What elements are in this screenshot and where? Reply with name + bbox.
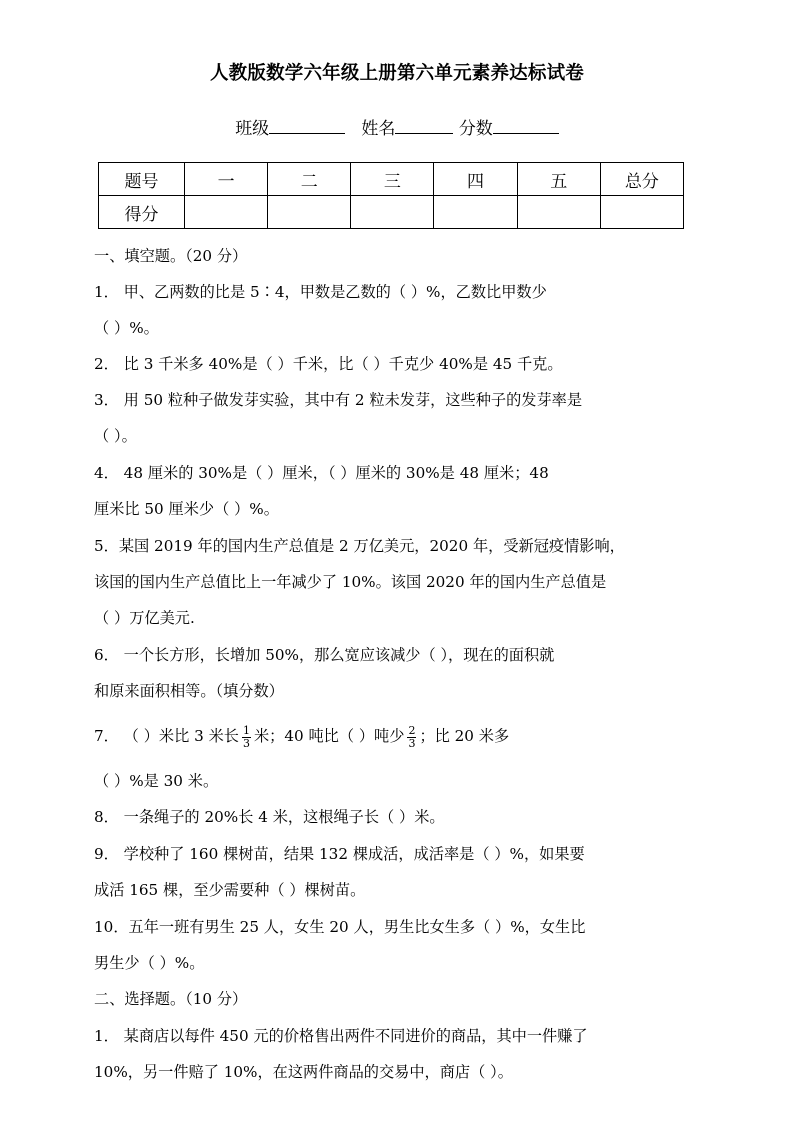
question-line: 男生少（ ）%。 <box>94 954 205 972</box>
score-cell[interactable] <box>268 196 351 229</box>
question-line: 8． 一条绳子的 20%长 4 米，这根绳子长（ ）米。 <box>94 808 445 826</box>
question-line: 1． 某商店以每件 450 元的价格售出两件不同进价的商品，其中一件赚了 <box>94 1027 588 1045</box>
score-table-header-row <box>99 163 684 196</box>
score-label: 分数 <box>458 119 493 139</box>
question-7-line <box>94 722 509 750</box>
q7-text-1: 7． （ ）米比 3 米长 <box>94 727 239 745</box>
header-cell-question: 题号 <box>99 163 185 196</box>
question-line: 3． 用 50 粒种子做发芽实验，其中有 2 粒未发芽，这些种子的发芽率是 <box>94 391 583 409</box>
score-blank[interactable] <box>493 117 559 134</box>
q7-text-3: ；比 20 米多 <box>419 727 510 745</box>
section-heading-fill-blank: 一、填空题。（20 分） <box>94 247 248 265</box>
question-line: 10．五年一班有男生 25 人，女生 20 人，男生比女生多（ ）%，女生比 <box>94 918 586 936</box>
header-cell-3: 三 <box>351 163 434 196</box>
name-label: 姓名 <box>361 119 396 139</box>
question-line: 9． 学校种了 160 棵树苗，结果 132 棵成活，成活率是（ ）%，如果要 <box>94 845 585 863</box>
question-line: （ ）万亿美元. <box>94 609 195 627</box>
question-line: 1． 甲、乙两数的比是 5∶4，甲数是乙数的（ ）%，乙数比甲数少 <box>94 283 547 301</box>
question-line: 5．某国 2019 年的国内生产总值是 2 万亿美元，2020 年，受新冠疫情影响， <box>94 537 625 555</box>
question-line: 成活 165 棵，至少需要种（ ）棵树苗。 <box>94 881 366 899</box>
section-heading-multiple-choice: 二、选择题。（10 分） <box>94 990 248 1008</box>
student-info-row <box>0 114 794 139</box>
question-line: （ ）。 <box>94 427 137 445</box>
class-blank[interactable] <box>269 117 345 134</box>
fraction-two-thirds: $\frac{2}{3}$ <box>408 723 416 750</box>
name-blank[interactable] <box>395 117 453 134</box>
question-line: （ ）%。 <box>94 319 159 337</box>
question-line: 10%，另一件赔了 10%，在这两件商品的交易中，商店（ ）。 <box>94 1063 513 1081</box>
question-line: 6． 一个长方形，长增加 50%，那么宽应该减少（ ），现在的面积就 <box>94 646 555 664</box>
score-cell[interactable] <box>517 196 600 229</box>
header-cell-2: 二 <box>268 163 351 196</box>
question-line: 2． 比 3 千米多 40%是（ ）千米，比（ ）千克少 40%是 45 千克。 <box>94 355 563 373</box>
score-cell[interactable] <box>600 196 683 229</box>
header-cell-4: 四 <box>434 163 517 196</box>
question-line: （ ）%是 30 米。 <box>94 772 219 790</box>
score-table <box>98 162 684 229</box>
class-label: 班级 <box>235 119 270 139</box>
score-cell[interactable] <box>434 196 517 229</box>
fraction-one-third: $\frac{1}{3}$ <box>242 723 250 750</box>
question-line: 和原来面积相等。（填分数） <box>94 682 284 700</box>
score-cell[interactable] <box>185 196 268 229</box>
page-title: 人教版数学六年级上册第六单元素养达标试卷 <box>209 63 584 84</box>
question-line: 该国的国内生产总值比上一年减少了 10%。该国 2020 年的国内生产总值是 <box>94 573 607 591</box>
question-line: 4． 48 厘米的 30%是（ ）厘米，（ ）厘米的 30%是 48 厘米；48 <box>94 464 549 482</box>
q7-text-2: 米；40 吨比（ ）吨少 <box>253 727 405 745</box>
header-cell-total: 总分 <box>600 163 683 196</box>
score-table-score-row <box>99 196 684 229</box>
header-cell-1: 一 <box>185 163 268 196</box>
header-cell-5: 五 <box>517 163 600 196</box>
row-label-score: 得分 <box>99 196 185 229</box>
question-line: 厘米比 50 厘米少（ ）%。 <box>94 500 279 518</box>
score-cell[interactable] <box>351 196 434 229</box>
